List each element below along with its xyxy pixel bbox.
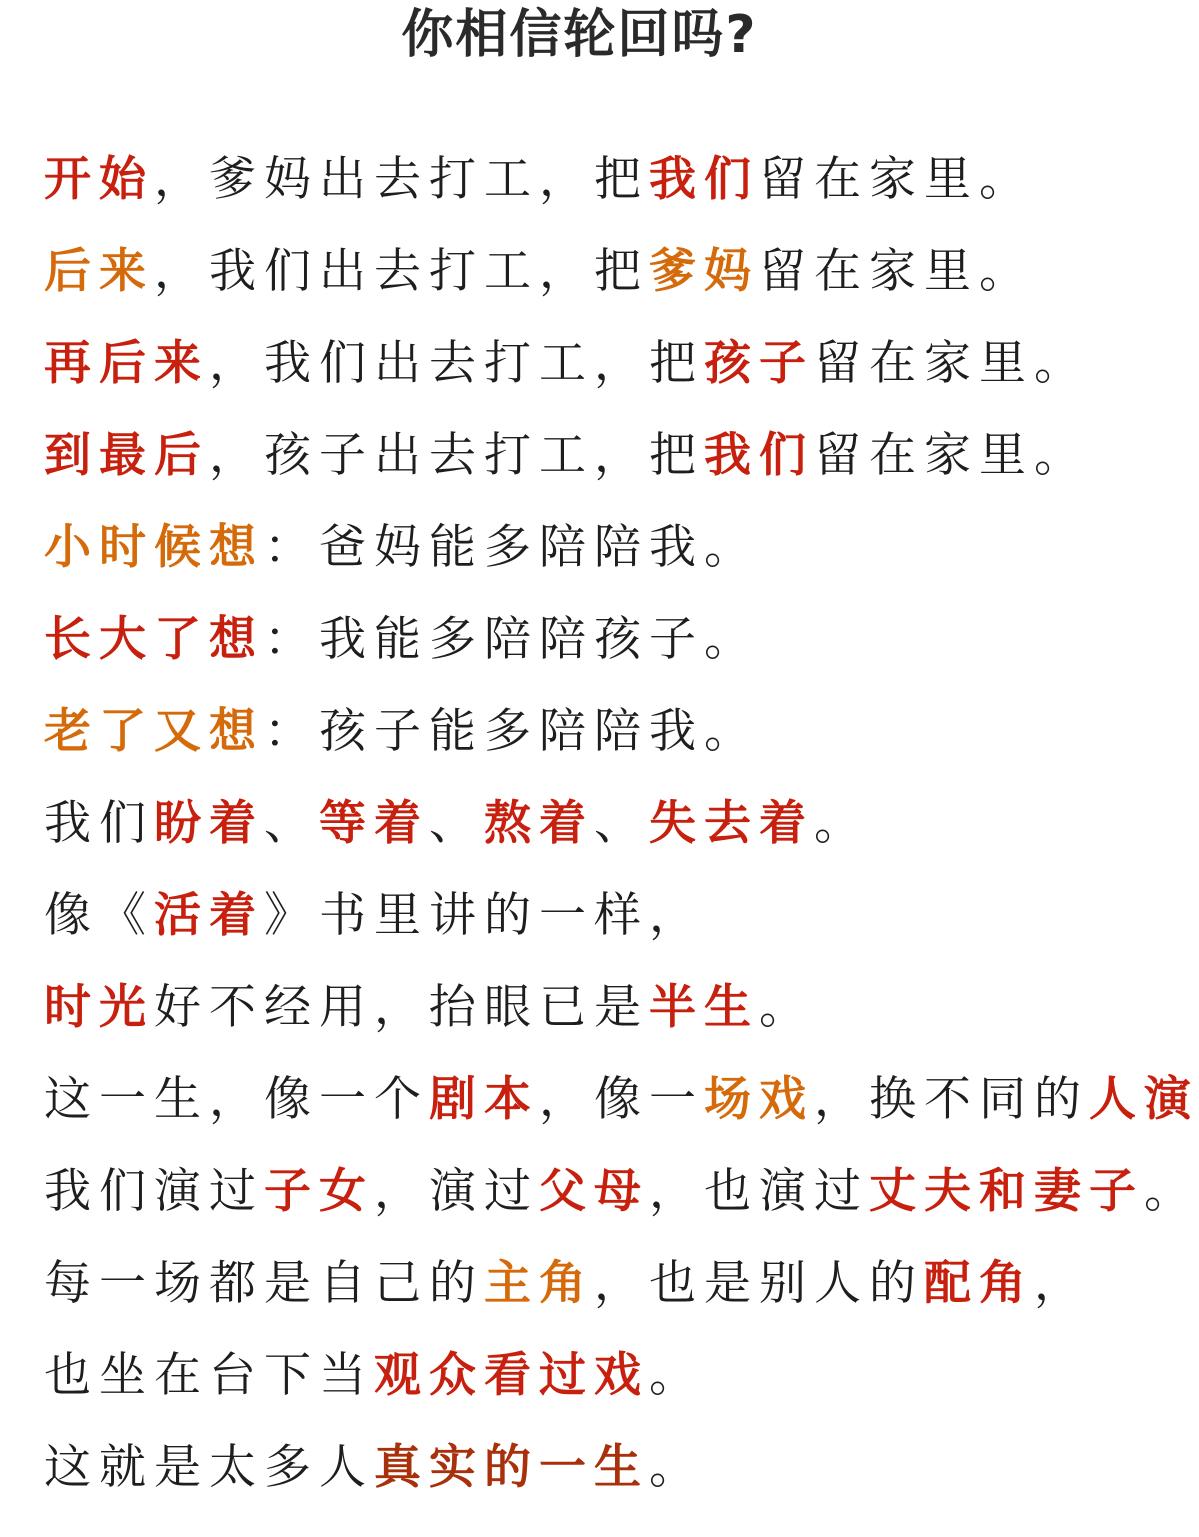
highlighted-text: 我们 <box>704 428 814 483</box>
line-text: ：爸妈能多陪陪我。 <box>264 520 759 575</box>
highlighted-text: 长大了想 <box>44 612 264 667</box>
poem-line <box>44 968 1159 1060</box>
poem-line <box>44 876 1159 968</box>
line-text: 我们 <box>44 796 154 851</box>
line-text: ，换不同的 <box>814 1072 1089 1127</box>
highlighted-text: 再后来 <box>44 336 209 391</box>
poem-line <box>44 600 1159 692</box>
poem-line <box>44 324 1159 416</box>
poem-line <box>44 1336 1159 1428</box>
line-text: 留在家里。 <box>759 244 1034 299</box>
line-text: 》书里讲的一样， <box>264 888 704 943</box>
line-text: 。 <box>649 1348 704 1403</box>
line-text: 每一场都是自己的 <box>44 1256 484 1311</box>
highlighted-text: 活着 <box>154 888 264 943</box>
line-text: ，我们出去打工，把 <box>209 336 704 391</box>
line-text: 。 <box>759 980 814 1035</box>
line-text: ，爹妈出去打工，把 <box>154 152 649 207</box>
line-text: 。 <box>649 1440 704 1495</box>
line-text: 这就是太多人 <box>44 1440 374 1495</box>
line-text: 、 <box>264 796 319 851</box>
page-title: 你相信轮回吗? <box>401 5 758 65</box>
highlighted-text: 配角 <box>924 1256 1034 1311</box>
line-text: ， <box>1034 1256 1089 1311</box>
highlighted-text: 子女 <box>264 1164 374 1219</box>
line-text: ，演过 <box>374 1164 539 1219</box>
line-text: 留在家里。 <box>759 152 1034 207</box>
highlighted-text: 失去着 <box>649 796 814 851</box>
line-text: ，也演过 <box>649 1164 869 1219</box>
line-text: 也坐在台下当 <box>44 1348 374 1403</box>
highlighted-text: 老了又想 <box>44 704 264 759</box>
highlighted-text: 观众看过戏 <box>374 1348 649 1403</box>
highlighted-text: 场戏 <box>704 1072 814 1127</box>
line-text: ，孩子出去打工，把 <box>209 428 704 483</box>
line-text: 留在家里。 <box>814 428 1089 483</box>
line-text: 好不经用，抬眼已是 <box>154 980 649 1035</box>
highlighted-text: 真实的一生 <box>374 1440 649 1495</box>
line-text: ，也是别人的 <box>594 1256 924 1311</box>
line-text: ，我们出去打工，把 <box>154 244 649 299</box>
poem-line <box>44 232 1159 324</box>
highlighted-text: 丈夫和妻子 <box>869 1164 1144 1219</box>
highlighted-text: 剧本 <box>429 1072 539 1127</box>
line-text: 这一生，像一个 <box>44 1072 429 1127</box>
poem-line <box>44 784 1159 876</box>
line-text: 像《 <box>44 888 154 943</box>
highlighted-text: 孩子 <box>704 336 814 391</box>
poem-line <box>44 692 1159 784</box>
line-text: ：孩子能多陪陪我。 <box>264 704 759 759</box>
highlighted-text: 盼着 <box>154 796 264 851</box>
highlighted-text: 后来 <box>44 244 154 299</box>
highlighted-text: 等着 <box>319 796 429 851</box>
line-text: ，像一 <box>539 1072 704 1127</box>
highlighted-text: 小时候想 <box>44 520 264 575</box>
highlighted-text: 开始 <box>44 152 154 207</box>
poem-line <box>44 508 1159 600</box>
line-text: 留在家里。 <box>814 336 1089 391</box>
line-text: 、 <box>429 796 484 851</box>
poem-line <box>44 140 1159 232</box>
line-text: 。 <box>814 796 869 851</box>
poem-line <box>44 1428 1159 1520</box>
poem-line <box>44 1152 1199 1244</box>
highlighted-text: 爹妈 <box>649 244 759 299</box>
poem-body <box>44 140 1199 1520</box>
highlighted-text: 我们 <box>649 152 759 207</box>
poem-line <box>44 416 1159 508</box>
highlighted-text: 半生 <box>649 980 759 1035</box>
line-text: 。 <box>1144 1164 1199 1219</box>
line-text: 我们演过 <box>44 1164 264 1219</box>
poem-line <box>44 1060 1199 1152</box>
highlighted-text: 熬着 <box>484 796 594 851</box>
highlighted-text: 父母 <box>539 1164 649 1219</box>
highlighted-text: 主角 <box>484 1256 594 1311</box>
line-text: ：我能多陪陪孩子。 <box>264 612 759 667</box>
highlighted-text: 人演 <box>1089 1072 1199 1127</box>
highlighted-text: 到最后 <box>44 428 209 483</box>
poem-line <box>44 1244 1159 1336</box>
highlighted-text: 时光 <box>44 980 154 1035</box>
line-text: 、 <box>594 796 649 851</box>
